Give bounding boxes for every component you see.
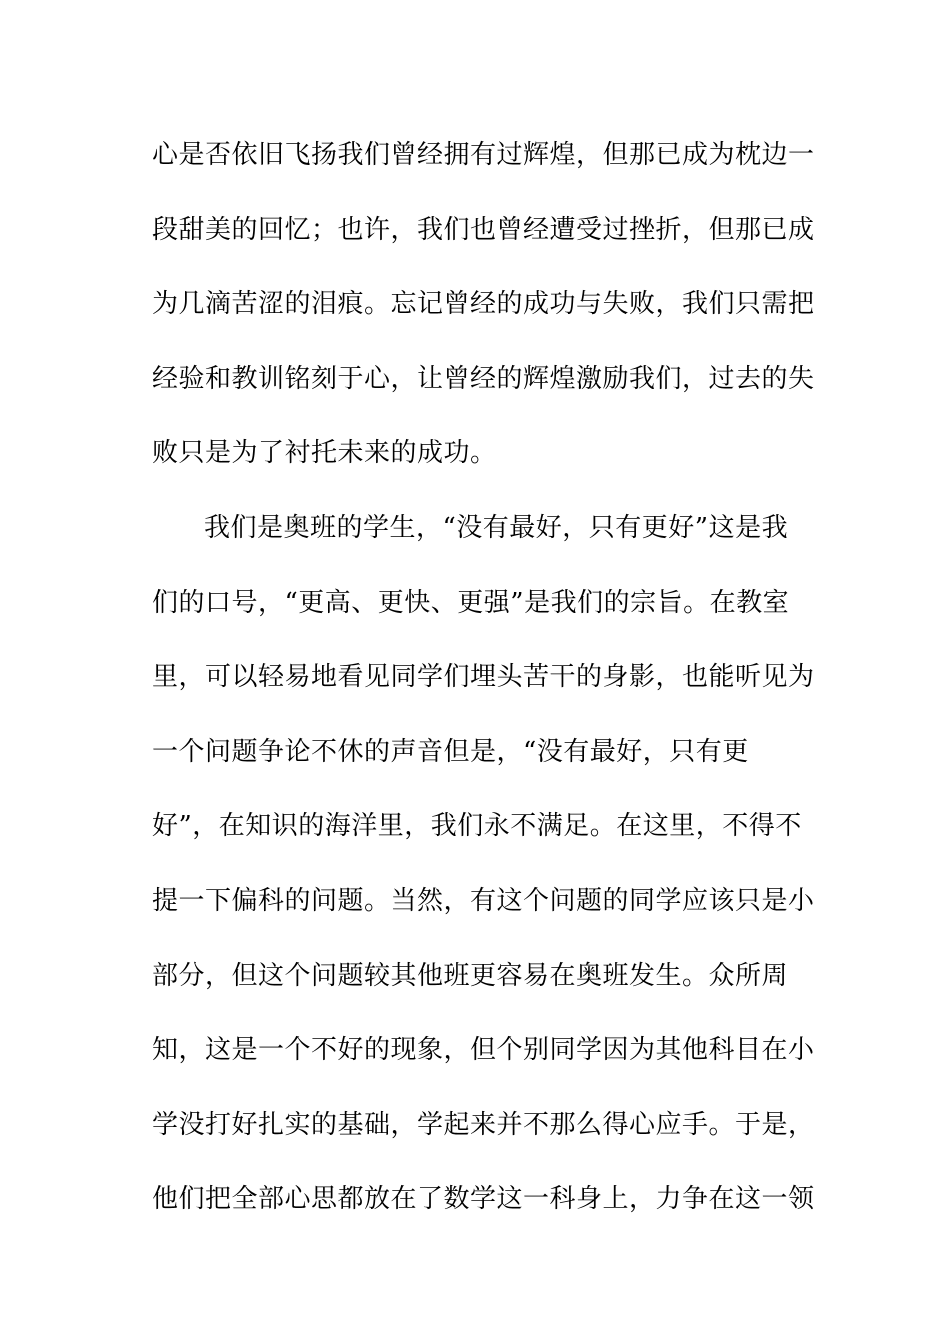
text-line-1: 心是否依旧飞扬我们曾经拥有过辉煌，但那已成为枕边一 [152,140,815,170]
text-line-4: 经验和教训铭刻于心，让曾经的辉煌激励我们，过去的失 [152,363,815,394]
text-line-8: 里，可以轻易地看见同学们埋头苦干的身影，也能听见为 [152,662,815,693]
text-line-9: 一个问题争论不休的声音但是，“没有最好，只有更 [152,736,749,767]
text-line-3: 为几滴苦涩的泪痕。忘记曾经的成功与失败，我们只需把 [152,289,815,320]
text-line-13: 知，这是一个不好的现象，但个别同学因为其他科目在小 [152,1035,815,1066]
body-text [152,126,815,1245]
text-line-15: 他们把全部心思都放在了数学这一科身上，力争在这一领 [152,1184,815,1215]
paragraph-start-line-6: 我们是奥班的学生，“没有最好，只有更好”这是我 [204,512,789,543]
text-line-10: 好”，在知识的海洋里，我们永不满足。在这里，不得不 [152,811,802,842]
text-line-11: 提一下偏科的问题。当然，有这个问题的同学应该只是小 [152,885,815,916]
text-line-14: 学没打好扎实的基础，学起来并不那么得心应手。于是， [152,1109,815,1140]
text-line-7: 们的口号，“更高、更快、更强”是我们的宗旨。在教室 [152,587,790,618]
text-line-2: 段甜美的回忆；也许，我们也曾经遭受过挫折，但那已成 [152,214,815,245]
text-line-12: 部分，但这个问题较其他班更容易在奥班发生。众所周 [152,960,789,991]
text-line-5: 败只是为了衬托未来的成功。 [152,438,497,469]
